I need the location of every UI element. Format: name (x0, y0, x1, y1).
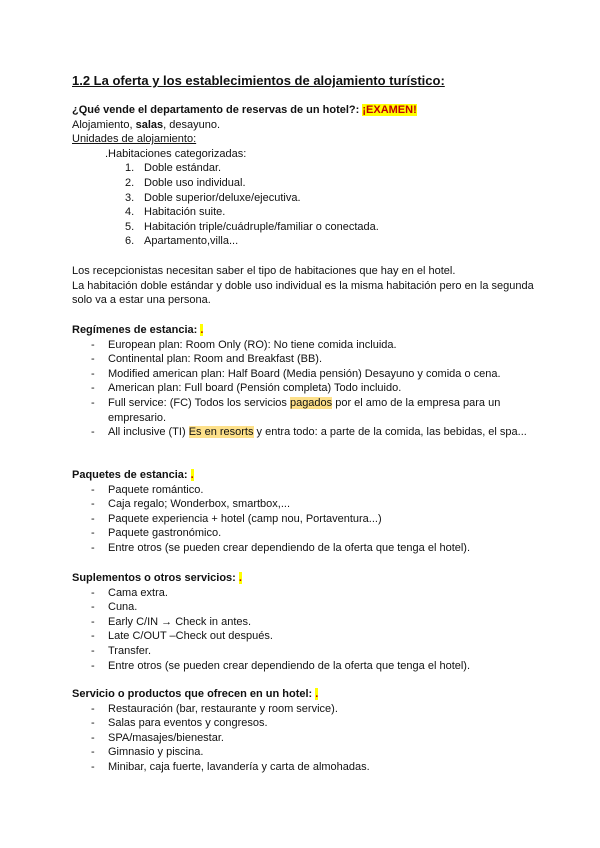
text-segment: Entre otros (se pueden crear dependiendo de la oferta que tenga el hotel). (108, 659, 471, 672)
text-segment: SPA/masajes/bienestar. (108, 731, 224, 744)
rooms-heading: .Habitaciones categorizadas: (105, 147, 247, 160)
text-segment: European plan: Room Only (RO): No tiene comida incluida. (108, 338, 397, 351)
section-heading (72, 323, 542, 338)
room-type: Doble superior/deluxe/ejecutiva. (144, 191, 301, 204)
note-2: La habitación doble estándar y doble uso individual es la misma habitación pero en la segunda solo va a estar una persona. (72, 279, 534, 307)
text-segment: Restauración (bar, restaurante y room service). (108, 702, 338, 715)
bullet-item (72, 338, 542, 353)
highlight-marker: . (315, 688, 319, 700)
bullet-item (72, 512, 542, 527)
highlighted-text: pagados (289, 396, 333, 409)
rooms-list (72, 161, 542, 249)
note-1: Los recepcionistas necesitan saber el tipo de habitaciones que hay en el hotel. (72, 265, 456, 277)
section-suplementos (72, 571, 542, 673)
bullet-dash: - (91, 731, 95, 744)
text-segment: Paquete experiencia + hotel (camp nou, Portaventura...) (108, 512, 382, 525)
list-number: 1. (125, 162, 135, 175)
bullet-dash: - (91, 426, 95, 439)
bullet-item (72, 352, 542, 367)
bullet-item (72, 659, 542, 674)
room-list-item (72, 191, 542, 206)
bullet-item (72, 600, 542, 615)
highlight-marker: . (200, 324, 204, 336)
text-segment: Paquete gastronómico. (108, 527, 222, 540)
text-segment: Paquete romántico. (108, 483, 204, 496)
bullet-item (72, 483, 542, 498)
room-list-item (72, 220, 542, 235)
text-segment: American plan: Full board (Pensión completa) Todo incluido. (108, 382, 402, 395)
bullet-dash: - (91, 541, 95, 554)
list-number: 6. (125, 235, 135, 248)
bullet-dash: - (91, 396, 95, 409)
highlight-marker: . (238, 572, 242, 584)
bullet-dash: - (91, 615, 95, 628)
bullet-item (72, 731, 542, 746)
room-list-item (72, 176, 542, 191)
room-type: Doble uso individual. (144, 176, 246, 189)
bullet-dash: - (91, 586, 95, 599)
room-type: Habitación suite. (144, 206, 226, 219)
bullet-dash: - (91, 353, 95, 366)
highlighted-text: ¡EXAMEN! (362, 104, 417, 116)
list-number: 5. (125, 220, 135, 233)
bullet-item (72, 716, 542, 731)
intro-block (72, 103, 542, 249)
bullet-dash: - (91, 367, 95, 380)
section-heading-text: Paquetes de estancia: (72, 469, 191, 481)
bullet-dash: - (91, 659, 95, 672)
bullet-dash: - (91, 338, 95, 351)
bullet-item (72, 367, 542, 382)
text-segment: Modified american plan: Half Board (Media pensión) Desayuno y comida o cena. (108, 367, 501, 380)
section-paquetes (72, 468, 542, 556)
text-segment: Late C/OUT –Check out después. (108, 630, 273, 643)
text-segment: Continental plan: Room and Breakfast (BB). (108, 353, 323, 366)
room-type: Habitación triple/cuádruple/familiar o conectada. (144, 220, 379, 233)
bullet-item (72, 644, 542, 659)
bullet-item (72, 702, 542, 717)
list-number: 4. (125, 206, 135, 219)
section-heading (72, 571, 542, 586)
question-line (72, 103, 542, 118)
bullet-dash: - (91, 512, 95, 525)
text-segment: Minibar, caja fuerte, lavandería y carta de almohadas. (108, 760, 370, 773)
list-number: 2. (125, 176, 135, 189)
bullet-dash: - (91, 644, 95, 657)
bullet-dash: - (91, 717, 95, 730)
answer-line (72, 118, 542, 133)
highlight-marker: . (190, 469, 194, 481)
text-segment: Entre otros (se pueden crear dependiendo de la oferta que tenga el hotel). (108, 541, 471, 554)
text-segment: Gimnasio y piscina. (108, 746, 204, 759)
text-segment: Cama extra. (108, 586, 168, 599)
bullet-dash: - (91, 702, 95, 715)
section-heading-text: Regímenes de estancia: (72, 324, 201, 336)
bullet-dash: - (91, 527, 95, 540)
room-list-item (72, 161, 542, 176)
room-list-item (72, 234, 542, 249)
text-segment: , desayuno. (163, 118, 220, 131)
text-segment: por el amo de la empresa para un empresario. (108, 396, 501, 424)
bullet-item (72, 381, 542, 396)
section-regimenes (72, 323, 542, 440)
text-segment: Transfer. (108, 644, 151, 657)
bullet-dash: - (91, 483, 95, 496)
bold-text: salas (135, 118, 164, 131)
bullet-item (72, 760, 542, 775)
room-type: Doble estándar. (144, 162, 222, 175)
bullet-item (72, 396, 542, 425)
text-segment: Caja regalo; Wonderbox, smartbox,... (108, 498, 290, 511)
text-segment: Alojamiento, (72, 118, 136, 131)
section-heading (72, 468, 542, 483)
bullet-item (72, 541, 542, 556)
units-heading: Unidades de alojamiento: (72, 133, 197, 146)
bullet-item (72, 615, 542, 630)
text-segment: Early C/IN → Check in antes. (108, 615, 252, 628)
section-servicios (72, 687, 542, 775)
bullet-dash: - (91, 760, 95, 773)
list-number: 3. (125, 191, 135, 204)
section-heading-text: Servicio o productos que ofrecen en un hotel: (72, 688, 316, 700)
room-list-item (72, 205, 542, 220)
bullet-item (72, 425, 542, 440)
document-title: 1.2 La oferta y los establecimientos de alojamiento turístico: (72, 73, 445, 88)
section-heading-text: Suplementos o otros servicios: (72, 572, 239, 584)
highlighted-text: Es en resorts (188, 426, 254, 439)
bullet-dash: - (91, 601, 95, 614)
text-segment: Salas para eventos y congresos. (108, 717, 268, 730)
bullet-dash: - (91, 382, 95, 395)
text-segment: Full service: (FC) Todos los servicios (108, 396, 290, 409)
bullet-item (72, 497, 542, 512)
bullet-dash: - (91, 746, 95, 759)
section-heading (72, 687, 542, 702)
room-type: Apartamento,villa... (144, 235, 239, 248)
bullet-item (72, 745, 542, 760)
text-segment: Cuna. (108, 601, 138, 614)
text-segment: y entra todo: a parte de la comida, las bebidas, el spa... (253, 426, 527, 439)
bullet-dash: - (91, 630, 95, 643)
text-segment: All inclusive (TI) (108, 426, 189, 439)
bullet-dash: - (91, 498, 95, 511)
bullet-item (72, 586, 542, 601)
notes-block (72, 264, 542, 308)
bullet-item (72, 629, 542, 644)
bold-text: ¿Qué vende el departamento de reservas de un hotel?: (72, 104, 363, 116)
bullet-item (72, 526, 542, 541)
